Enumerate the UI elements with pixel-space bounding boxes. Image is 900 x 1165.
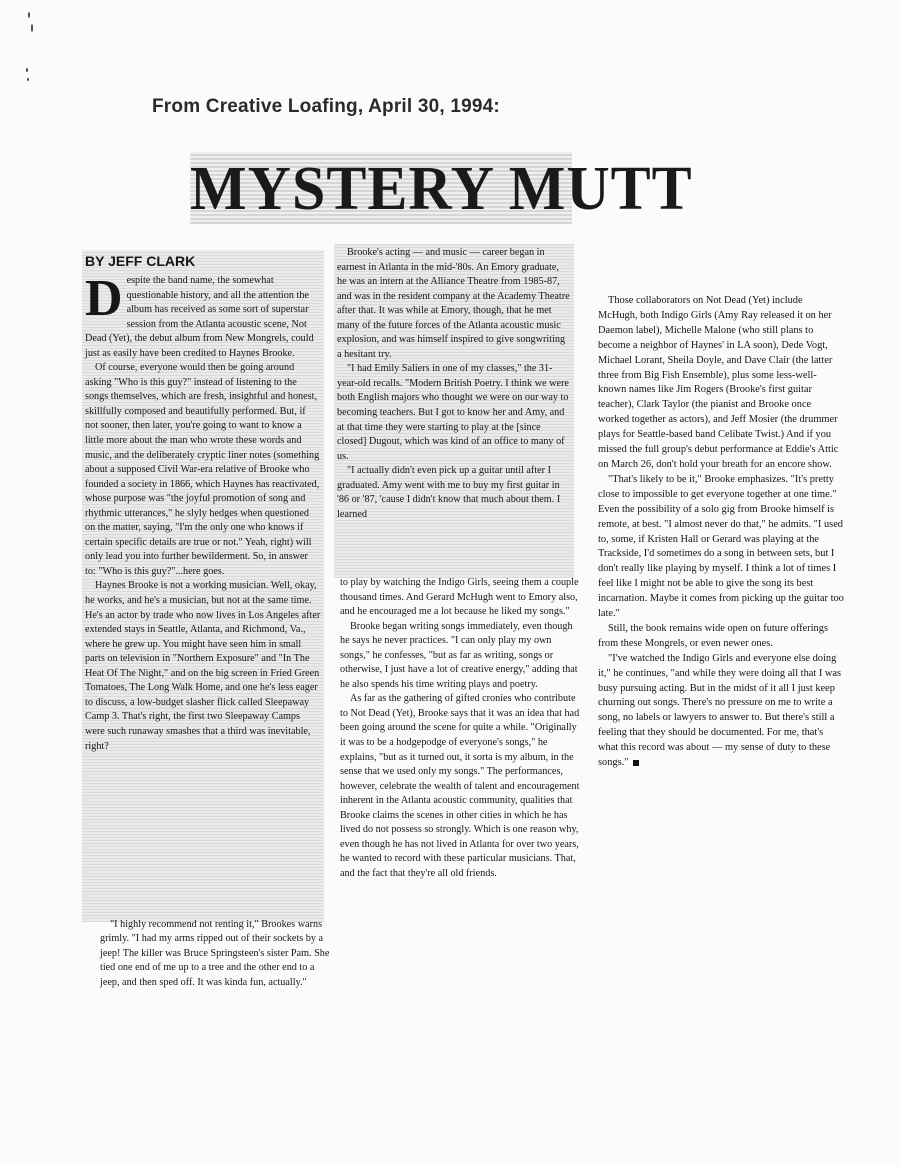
article-column-2-bottom: [340, 576, 580, 881]
paragraph: to play by watching the Indigo Girls, seeing them a couple thousand times. And Gerard McHugh went to Emory also, and he encouraged me a lot because he liked my songs.": [340, 577, 579, 618]
paragraph: "I highly recommend not renting it," Brookes warns grimly. "I had my arms ripped out of their sockets by a jeep! The killer was Bruce Springsteen's sister Pam. She tied one end of me up to a tree and the other end to a jeep, and then sped off. It was kinda fun, actually.": [100, 919, 330, 988]
page-caption: From Creative Loafing, April 30, 1994:: [152, 96, 500, 117]
end-mark-icon: [633, 760, 639, 766]
paragraph: Those collaborators on Not Dead (Yet) include McHugh, both Indigo Girls (Amy Ray released it on her Daemon label), Michelle Malone (who still plans to become a neighbor of Haynes' in LA soon), Dede Vogt, Michael Lorant, Sheila Doyle, and Dave Clair (the latter three from Big Fish Ensemble), plus some less-well-known names like Jim Rogers (Brooke's first guitar teacher), Clark Taylor (the pianist and Brooke once worked together as actors), and Jeff Mosier (the drummer plays for Seattle-based band Celibate Twist.) And if you missed the full group's debut performance at Eddie's Attic on March 26, don't hold your breath for an encore show.: [598, 295, 839, 470]
headline-text: MYSTERY MUTT: [190, 153, 693, 223]
scan-speck: [28, 12, 30, 18]
drop-cap: D: [85, 270, 123, 327]
paragraph: "I actually didn't even pick up a guitar until after I graduated. Amy went with me to buy my first guitar in '86 or '87, 'cause I didn't know that much about them. I learned: [337, 465, 561, 520]
paragraph: Brooke began writing songs immediately, even though he says he never practices. "I can only play my own songs," he confesses, "but as far as writing, songs or otherwise, I just have a lot of creative energy," adding that he also spends his time writing plays and poetry.: [340, 620, 578, 690]
paragraph: "I had Emily Saliers in one of my classes," the 31-year-old recalls. "Modern British Poetry. I think we were both English majors who thought we were on our way to becoming teachers. But I got to know her and Amy, and at that time they were starting to play at the [since closed] Dugout, which was kind of an office to many of us.: [337, 363, 569, 462]
paragraph: Despite the band name, the somewhat questionable history, and all the attention the album has received as some sort of superstar session from the Atlanta acoustic scene, Not Dead (Yet), the debut album from New Mongrels, could just as easily have been credited to Haynes Brooke.: [85, 270, 314, 359]
paragraph: Brooke's acting — and music — career began in earnest in Atlanta in the mid-'80s. An Emory graduate, he was an intern at the Alliance Theatre from 1985-87, and was in the resident company at the Academy Theatre after that. It was while at Emory, though, that he met many of the future forces of the Atlanta acoustic music explosion, and was himself inspired to give songwriting a hesitant try.: [337, 247, 570, 360]
scan-speck: [26, 68, 28, 72]
scan-speck: [31, 24, 33, 32]
paragraph: "That's likely to be it," Brooke emphasizes. "It's pretty close to impossible to get everyone together at one time." Even the possibility of a solo gig from Brooke himself is remote, at best. "I almost never do that," he admits. "I used to, some, if Kristen Hall or Gerard was playing at the Trackside, I'd sometimes do a song in between sets, but I don't really like playing by myself. I think a lot of times I feel like I might not be able to give the song its best incarnation. Maybe it comes from picking up the guitar too late.": [598, 473, 844, 620]
article-column-3: [598, 294, 844, 771]
article-column-1: [82, 250, 324, 922]
scan-speck: [27, 78, 29, 81]
paragraph: As far as the gathering of gifted cronies who contribute to Not Dead (Yet), Brooke says that it was an idea that had been going around the scene for quite a while. "Originally it was to be a hodgepodge of everyone's songs," he explains, "but as it turned out, it sorta is my album, in the sense that we used only my songs." The performances, however, celebrate the wealth of talent and encouragement inherent in the Atlanta acoustic community, qualities that Brooke claims the scenes in other cities in which he has lived do not possess so strongly. Which is one reason why, even though he has not lived in Atlanta for over two years, he wanted to record with these particular musicians. That, and the fact that they're all old friends.: [340, 693, 580, 879]
paragraph: Haynes Brooke is not a working musician. Well, okay, he works, and he's a musician, but not at the same time. He's an actor by trade who now lives in Los Angeles after extended stays in Seattle, Atlanta, and Richmond, Va., where he grew up. You might have seen him in small parts on television in "Northern Exposure" and "In The Heat Of The Night," and on the big screen in Fried Green Tomatoes, The Long Walk Home, and one he's less eager to discuss, a low-budget slasher flick called Sleepaway Camp 3. That's right, the first two Sleepaway Camps were such runaway smashes that a third was inevitable, right?: [85, 580, 321, 752]
paragraph: "I've watched the Indigo Girls and everyone else doing it," he continues, "and while they were doing all that I was busy pursuing acting. But in the midst of it all I just keep churning out songs. There's no pressure on me to write a song, no labels or lawyers to answer to. But there's still a feeling that they should be documented. For me, that's what this record was about — my sense of duty to these songs.": [598, 652, 842, 769]
byline: BY JEFF CLARK: [85, 253, 196, 269]
article-column-2-top: [334, 244, 574, 578]
article-headline: [190, 152, 693, 224]
article-column-1-continued: [100, 918, 334, 990]
paragraph: Still, the book remains wide open on future offerings from these Mongrels, or even newer ones.: [598, 622, 828, 649]
paragraph: Of course, everyone would then be going around asking "Who is this guy?" instead of listening to the songs themselves, which are fresh, insightful and honest, skillfully composed and beautifully performed. But, if not sooner, then later, you're going to want to know a little more about the man who wrote these words and music, and the deliberately cryptic liner notes (something about a supposed Civil War-era relative of Brooke who founded a society in 1866, which Haynes has reactivated, whose purpose was "the joyful promotion of song and rhythmic utterances," he slyly hedges when questioned on the matter, saying, "I'm the only one who knows if certain specific details are true or not." Yeah, right) will only lead you into further bewilderment. So, in answer to: "Who is this guy?"...here goes.: [85, 362, 320, 577]
